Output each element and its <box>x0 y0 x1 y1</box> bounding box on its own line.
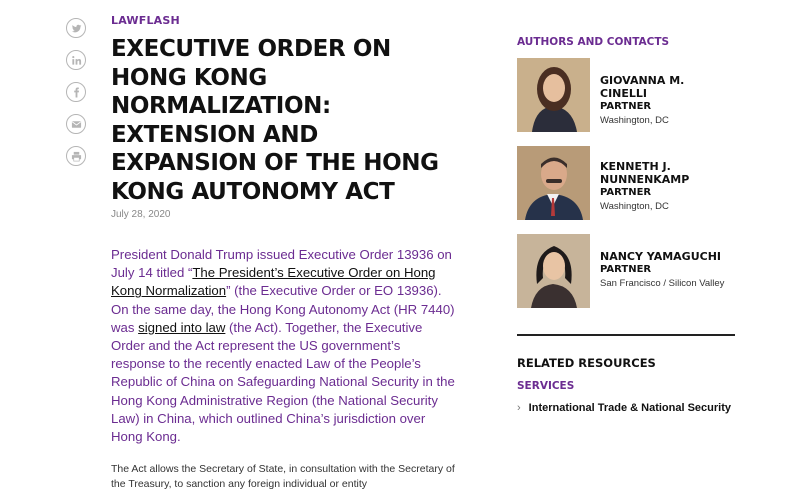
contact-photo <box>517 146 590 220</box>
article-date: July 28, 2020 <box>111 209 171 220</box>
lead-text-1: President Donald Trump issued Executive Order 13936 on July 14 titled “ <box>111 247 452 281</box>
service-link-label: International Trade & National Security <box>528 402 731 414</box>
contact-card[interactable] <box>517 234 737 308</box>
linkedin-icon <box>71 55 82 66</box>
contact-role: PARTNER <box>600 264 652 275</box>
contact-location: San Francisco / Silicon Valley <box>600 278 725 289</box>
contact-photo <box>517 58 590 132</box>
article <box>111 14 456 503</box>
email-share-button[interactable] <box>66 114 86 134</box>
facebook-share-button[interactable] <box>66 82 86 102</box>
contact-name[interactable]: KENNETH J. NUNNENKAMP <box>600 160 690 186</box>
divider <box>517 334 735 336</box>
signed-into-law-link[interactable]: signed into law <box>138 319 226 335</box>
related-resources-heading: RELATED RESOURCES <box>517 356 656 370</box>
article-lead-paragraph <box>111 246 456 446</box>
contact-card[interactable] <box>517 146 737 220</box>
contact-location: Washington, DC <box>600 201 669 212</box>
executive-order-link[interactable]: The President’s Executive Order on Hong Kong Normalization <box>111 265 436 299</box>
print-icon <box>71 151 82 162</box>
contact-card[interactable] <box>517 58 737 132</box>
lead-text-3: (the Act). Together, the Executive Order and the Act represent the US government’s response to the recently enacted Law of the People’s Republic of China on Safeguarding National Security in the Hong Kong Administrative Region (the National Security Law) in China, which outlined China’s jurisdiction over Hong Kong. <box>111 319 455 445</box>
article-kicker: LAWFLASH <box>111 14 180 27</box>
contact-role: PARTNER <box>600 101 652 112</box>
services-label: SERVICES <box>517 380 575 392</box>
twitter-share-button[interactable] <box>66 18 86 38</box>
contact-name[interactable]: GIOVANNA M. CINELLI <box>600 74 685 100</box>
print-button[interactable] <box>66 146 86 166</box>
linkedin-share-button[interactable] <box>66 50 86 70</box>
twitter-icon <box>71 23 82 34</box>
contact-photo <box>517 234 590 308</box>
contact-role: PARTNER <box>600 187 652 198</box>
facebook-icon <box>71 87 82 98</box>
contact-location: Washington, DC <box>600 115 669 126</box>
chevron-right-icon: › <box>517 402 521 414</box>
contact-name[interactable]: NANCY YAMAGUCHI <box>600 250 722 263</box>
share-rail <box>66 18 90 178</box>
article-title: EXECUTIVE ORDER ON HONG KONG NORMALIZATION: EXTENSION AND EXPANSION OF THE HONG KONG AUTONOMY ACT <box>111 36 439 205</box>
lead-text-2: ” (the Executive Order or EO 13936). On the same day, the Hong Kong Autonomy Act (HR 7440) was <box>111 283 455 335</box>
sidebar <box>517 36 737 414</box>
article-body-paragraph: The Act allows the Secretary of State, in consultation with the Secretary of the Treasury, to sanction any foreign individual or entity <box>111 463 455 491</box>
authors-heading: AUTHORS AND CONTACTS <box>517 36 670 48</box>
email-icon <box>71 119 82 130</box>
service-link[interactable] <box>517 402 737 414</box>
